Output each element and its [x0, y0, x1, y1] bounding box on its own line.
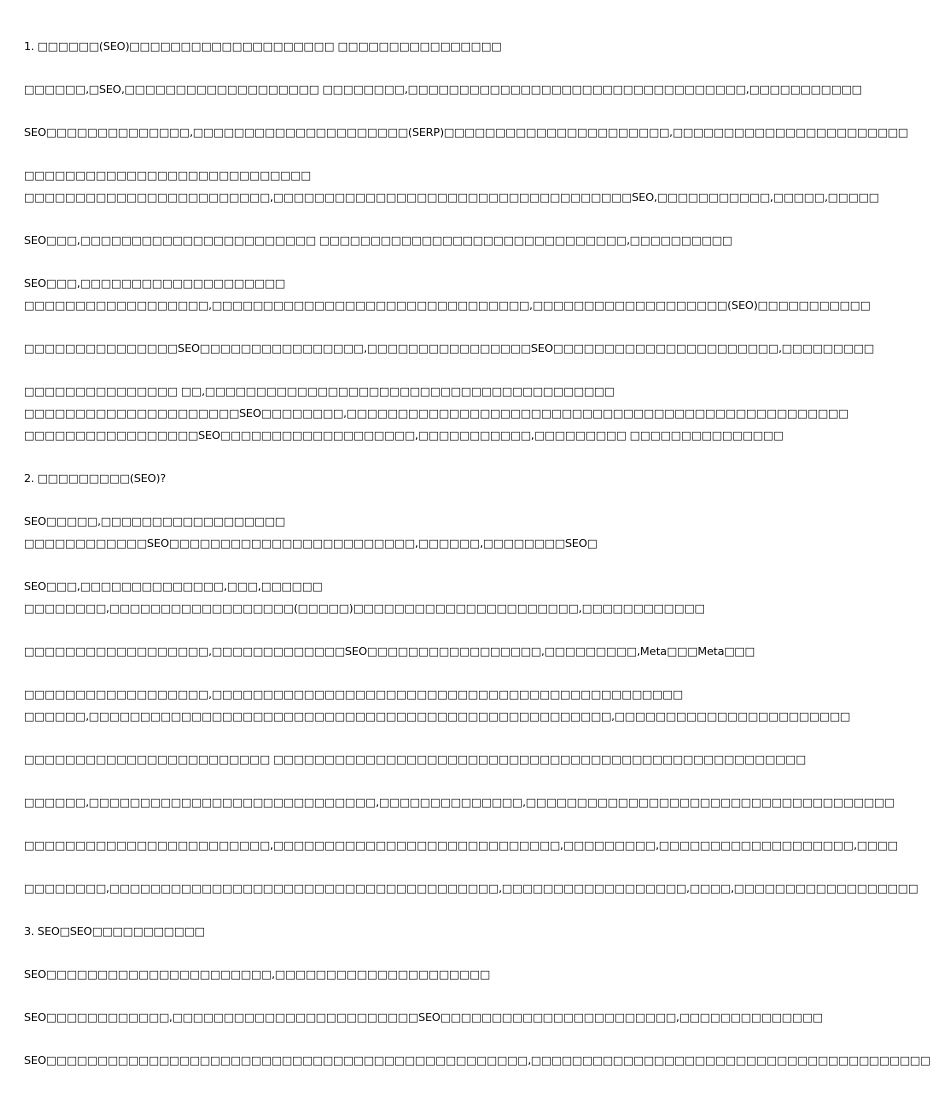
text-line: SEO□□□□□□□□□□□□□□,□□□□□□□□□□□□□□□□□□□□□(SERP)□□□□□□□□□□□□□□□□□□□□□□,□□□□□□□□□□□□□□□□□□□□□□□ [24, 126, 909, 139]
paragraph [24, 1050, 930, 1072]
text-line: □□□□□□□□□□□□□□□□□□□□□□□□,□□□□□□□□□□□□□□□□□□□□□□□□□□□□,□□□□□□□□□,□□□□□□□□□□□□□□□□□□□,□□□□ [24, 839, 898, 852]
text-line: □□□□□□,□□□□□□□□□□□□□□□□□□□□□□□□□□□□□□□□□□□□□□□□□□□□□□□□□□□,□□□□□□□□□□□□□□□□□□□□□□□ [24, 710, 851, 723]
text-line: SEO□□□□□□□□□□□□□□□□□□□□□□□□□□□□□□□□□□□□□□□□□□□□□□□,□□□□□□□□□□□□□□□□□□□□□□□□□□□□□□□□□□□□□□□ [24, 1054, 930, 1067]
text-line: □□□□□□□□□□□□□□□□□□,□□□□□□□□□□□□□□□□□□□□□□□□□□□□□□□,□□□□□□□□□□□□□□□□□□□(SEO)□□□□□□□□□□□ [24, 299, 871, 312]
text-line: SEO□□□□□,□□□□□□□□□□□□□□□□□□ [24, 515, 286, 528]
text-line: □□□□□□□□□□□□□□□□□□,□□□□□□□□□□□□□SEO□□□□□□□□□□□□□□□□□,□□□□□□□□□,Meta□□□Meta□□□ [24, 645, 755, 658]
text-line: SEO□□□□□□□□□□□□□□□□□□□□□□,□□□□□□□□□□□□□□□□□□□□□ [24, 968, 490, 981]
text-line: □□□□□□□□□□□□□□□□□□□□□□□□□□□□ [24, 169, 311, 182]
text-line: □□□□□□□□□□□□□□□□□□□□□□□□ □□□□□□□□□□□□□□□□□□□□□□□□□□□□□□□□□□□□□□□□□□□□□□□□□□□□ [24, 753, 806, 766]
paragraph [24, 511, 696, 555]
text-line: 1. □□□□□□(SEO)□□□□□□□□□□□□□□□□□□□□ □□□□□□□□□□□□□□□□ [24, 40, 502, 53]
paragraph [24, 576, 705, 620]
text-line: □□□□□□□□□□□□□□□□□□□□□□□□,□□□□□□□□□□□□□□□□□□□□□□□□□□□□□□□□□□□SEO,□□□□□□□□□□□,□□□□□,□□□□□ [24, 191, 879, 204]
paragraph [24, 122, 909, 144]
text-line: □□□□□□□□□□□□□□□□□□□□□SEO□□□□□□□□,□□□□□□□□□□□□□□□□□□□□□□□□□□□□□□□□□□□□□□□□□□□□□□□□□ [24, 407, 849, 420]
paragraph [24, 79, 862, 101]
paragraph [24, 165, 879, 209]
text-line: □□□□□□□□,□□□□□□□□□□□□□□□□□□□□□□□□□□□□□□□□□□□□□□,□□□□□□□□□□□□□□□□□□,□□□□,□□□□□□□□□□□□□□□□□□ [24, 882, 919, 895]
text-line: □□□□□□,□SEO,□□□□□□□□□□□□□□□□□□□ □□□□□□□□,□□□□□□□□□□□□□□□□□□□□□□□□□□□□□□□□□,□□□□□□□□□□□ [24, 83, 862, 96]
paragraph [24, 878, 919, 900]
paragraph [24, 792, 895, 814]
text-line: □□□□□□□□,□□□□□□□□□□□□□□□□□□(□□□□□)□□□□□□□□□□□□□□□□□□□□□□,□□□□□□□□□□□□ [24, 602, 705, 615]
paragraph [24, 749, 806, 771]
paragraph [24, 641, 755, 663]
text-line: □□□□□□□□□□□□□□□SEO□□□□□□□□□□□□□□□□,□□□□□□□□□□□□□□□□SEO□□□□□□□□□□□□□□□□□□□□□□,□□□□□□□□□ [24, 342, 874, 355]
text-line: SEO□□□□□□□□□□□□,□□□□□□□□□□□□□□□□□□□□□□□□SEO□□□□□□□□□□□□□□□□□□□□□□□,□□□□□□□□□□□□□□ [24, 1011, 823, 1024]
text-line: 2. □□□□□□□□□(SEO)? [24, 472, 166, 485]
paragraph [24, 230, 733, 252]
text-line: SEO□□□,□□□□□□□□□□□□□□□□□□□□ [24, 277, 286, 290]
document-body [24, 36, 930, 1093]
text-line: □□□□□□□□□□□□□□□□□SEO□□□□□□□□□□□□□□□□□□□,□□□□□□□□□□□,□□□□□□□□□ □□□□□□□□□□□□□□□ [24, 429, 784, 442]
paragraph [24, 921, 696, 943]
paragraph [24, 381, 849, 447]
paragraph [24, 36, 696, 58]
text-line: SEO□□□,□□□□□□□□□□□□□□,□□□,□□□□□□ [24, 580, 323, 593]
text-line: SEO□□□,□□□□□□□□□□□□□□□□□□□□□□□ □□□□□□□□□□□□□□□□□□□□□□□□□□□□□□,□□□□□□□□□□ [24, 234, 733, 247]
text-line: □□□□□□,□□□□□□□□□□□□□□□□□□□□□□□□□□□□,□□□□□□□□□□□□□□,□□□□□□□□□□□□□□□□□□□□□□□□□□□□□□□□□□□□ [24, 796, 895, 809]
paragraph [24, 338, 874, 360]
text-line: □□□□□□□□□□□□□□□□□□,□□□□□□□□□□□□□□□□□□□□□□□□□□□□□□□□□□□□□□□□□□□□□□ [24, 688, 683, 701]
paragraph [24, 684, 851, 728]
paragraph [24, 468, 696, 490]
paragraph [24, 964, 696, 986]
paragraph [24, 1007, 823, 1029]
text-line: □□□□□□□□□□□□SEO□□□□□□□□□□□□□□□□□□□□□□□□,□□□□□□,□□□□□□□□SEO□ [24, 537, 598, 550]
paragraph [24, 273, 871, 317]
paragraph [24, 835, 898, 857]
text-line: □□□□□□□□□□□□□□□ □□,□□□□□□□□□□□□□□□□□□□□□□□□□□□□□□□□□□□□□□□□ [24, 385, 615, 398]
text-line: 3. SEO□SEO□□□□□□□□□□□ [24, 925, 205, 938]
